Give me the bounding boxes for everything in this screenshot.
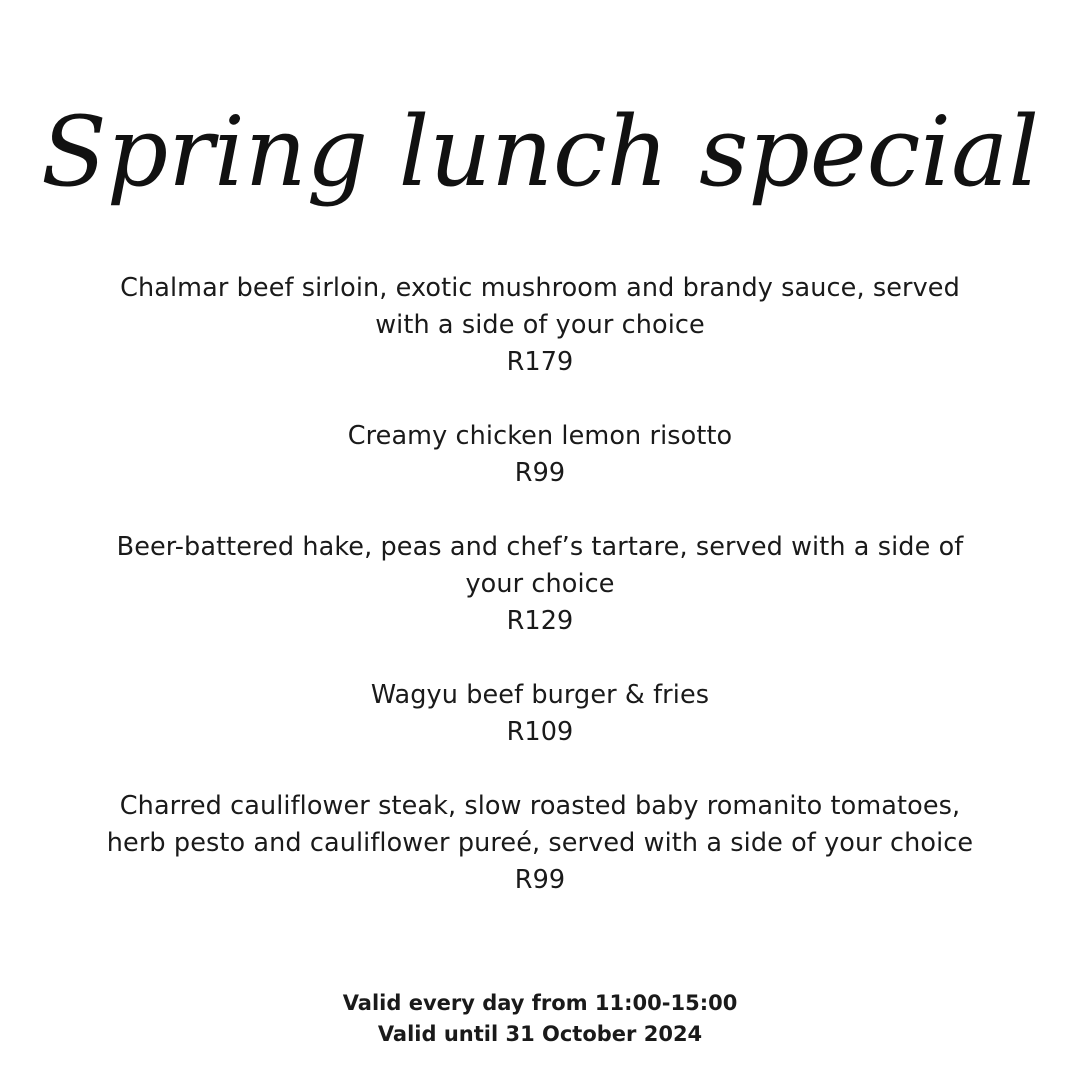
script-title-graphic — [40, 70, 1040, 230]
menu-item-price: R99 — [514, 865, 566, 895]
menu-item — [90, 270, 990, 381]
menu-item-description: Charred cauliflower steak, slow roasted baby romanito tomatoes, herb pesto and cauliflower pureé, served with a side of your choice — [106, 791, 974, 858]
validity-hours: Valid every day from 11:00-15:00 — [342, 991, 738, 1015]
menu-title — [0, 70, 1080, 230]
validity-end-date: Valid until 31 October 2024 — [377, 1022, 703, 1046]
menu-item-price: R129 — [506, 606, 574, 636]
menu-item-description: Beer-battered hake, peas and chef’s tartare, served with a side of your choice — [116, 532, 964, 599]
validity-footer — [0, 988, 1080, 1050]
title-text: Spring lunch special — [40, 96, 1040, 208]
menu-item-price: R99 — [514, 458, 566, 488]
menu-list — [90, 270, 990, 936]
menu-item — [90, 529, 990, 640]
menu-item-price: R179 — [506, 347, 574, 377]
menu-item — [90, 418, 990, 492]
menu-item-description: Wagyu beef burger & fries — [370, 680, 710, 710]
menu-item — [90, 788, 990, 899]
menu-item — [90, 677, 990, 751]
menu-item-description: Chalmar beef sirloin, exotic mushroom and brandy sauce, served with a side of your choice — [120, 273, 960, 340]
menu-item-price: R109 — [506, 717, 574, 747]
menu-item-description: Creamy chicken lemon risotto — [347, 421, 733, 451]
